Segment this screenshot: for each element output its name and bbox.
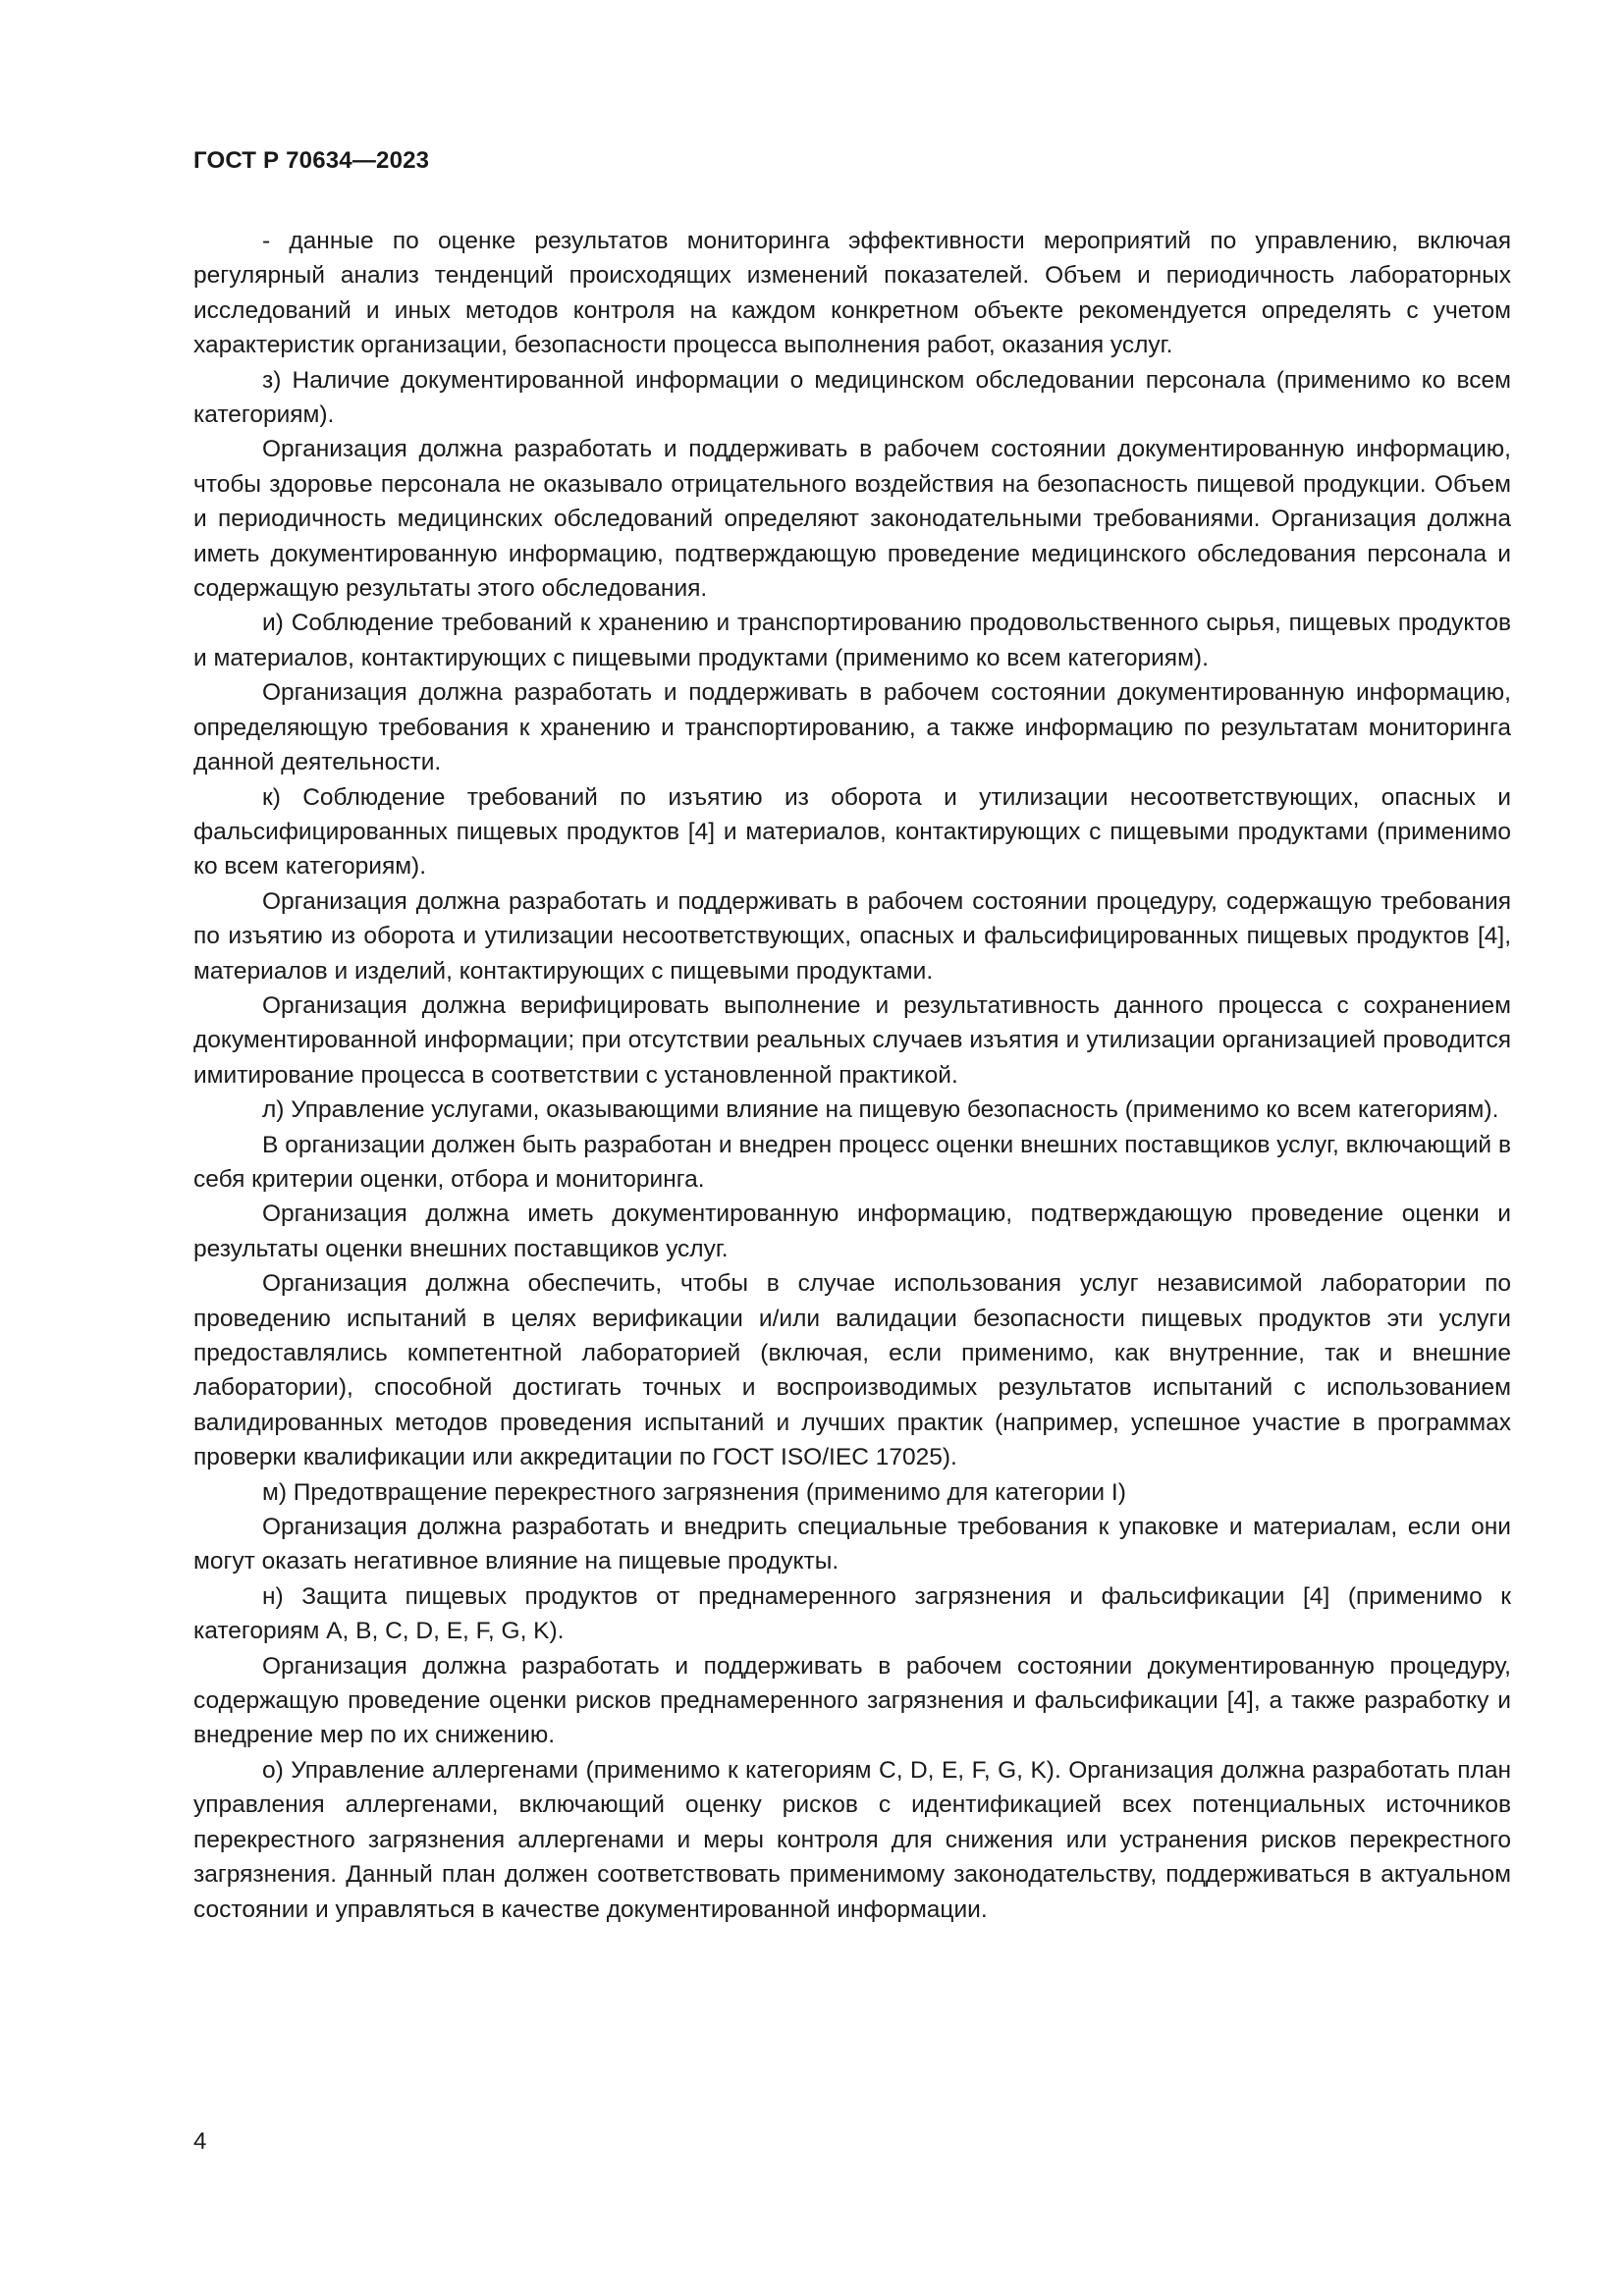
- paragraph-supplier-evaluation: В организации должен быть разработан и внедрен процесс оценки внешних поставщиков услуг, включающий в себя критерии оценки, отбора и мониторинга.: [193, 1131, 1511, 1193]
- paragraph-verification: Организация должна верифицировать выполнение и результативность данного процесса с сохранением документированной информации; при отсутствии реальных случаев изъятия и утилизации организацией проводится имитирование процесса в соответствии с установленной практикой.: [193, 991, 1511, 1089]
- paragraph-item-i: и) Соблюдение требований к хранению и транспортированию продовольственного сырья, пищевых продуктов и материалов, контактирующих с пищевыми продуктами (применимо ко всем категориям).: [193, 610, 1511, 671]
- paragraph-item-m: м) Предотвращение перекрестного загрязнения (применимо для категории I): [262, 1478, 1126, 1506]
- document-body: [193, 224, 1511, 1927]
- document-header: ГОСТ Р 70634—2023: [193, 147, 430, 174]
- paragraph-item-o: о) Управление аллергенами (применимо к категориям C, D, E, F, G, K). Организация должна разработать план управления аллергенами, включающий оценку рисков с идентификацией всех потенциальных источников перекрестного загрязнения аллергенами и меры контроля для снижения или устранения рисков перекрестного загрязнения. Данный план должен соответствовать применимому законодательству, поддерживаться в актуальном состоянии и управляться в качестве документированной информации.: [193, 1756, 1511, 1923]
- paragraph-item-z: з) Наличие документированной информации о медицинском обследовании персонала (применимо ко всем категориям).: [193, 366, 1511, 429]
- paragraph-food-defense: Организация должна разработать и поддерживать в рабочем состоянии документированную процедуру, содержащую проведение оценки рисков преднамеренного загрязнения и фальсификации [4], а также разработку и внедрение мер по их снижению.: [193, 1652, 1511, 1749]
- paragraph-monitoring-data: - данные по оценке результатов мониторинга эффективности мероприятий по управлению, включая регулярный анализ тенденций происходящих изменений показателей. Объем и периодичность лабораторных исследований и иных методов контроля на каждом конкретном объекте рекомендуется определять с учетом характеристик организации, безопасности процесса выполнения работ, оказания услуг.: [193, 228, 1511, 359]
- page-number: 4: [193, 2128, 207, 2155]
- paragraph-item-n: н) Защита пищевых продуктов от преднамеренного загрязнения и фальсификации [4] (применимо к категориям A, B, C, D, E, F, G, K).: [193, 1582, 1511, 1645]
- paragraph-storage-info: Организация должна разработать и поддерживать в рабочем состоянии документированную информацию, определяющую требования к хранению и транспортированию, а также информацию по результатам мониторинга данной деятельности.: [193, 679, 1511, 776]
- paragraph-medical-info: Организация должна разработать и поддерживать в рабочем состоянии документированную информацию, чтобы здоровье персонала не оказывало отрицательного воздействия на безопасность пищевой продукции. Объем и периодичность медицинских обследований определяют законодательными требованиями. Организация должна иметь документированную информацию, подтверждающую проведение медицинского обследования персонала и содержащую результаты этого обследования.: [193, 436, 1511, 603]
- paragraph-supplier-records: Организация должна иметь документированную информацию, подтверждающую проведение оценки и результаты оценки внешних поставщиков услуг.: [193, 1201, 1511, 1262]
- paragraph-withdrawal-procedure: Организация должна разработать и поддерживать в рабочем состоянии процедуру, содержащую требования по изъятию из оборота и утилизации несоответствующих, опасных и фальсифицированных пищевых продуктов [4], материалов и изделий, контактирующих с пищевыми продуктами.: [193, 887, 1511, 985]
- paragraph-laboratory: Организация должна обеспечить, чтобы в случае использования услуг независимой лаборатории по проведению испытаний в целях верификации и/или валидации безопасности пищевых продуктов эти услуги предоставлялись компетентной лабораторией (включая, если применимо, как внутренние, так и внешние лаборатории), способной достигать точных и воспроизводимых результатов испытаний с использованием валидированных методов проведения испытаний и лучших практик (например, успешное участие в программах проверки квалификации или аккредитации по ГОСТ ISO/IEC 17025).: [193, 1270, 1511, 1471]
- paragraph-item-k: к) Соблюдение требований по изъятию из оборота и утилизации несоответствующих, опасных и фальсифицированных пищевых продуктов [4] и материалов, контактирующих с пищевыми продуктами (применимо ко всем категориям).: [193, 783, 1511, 881]
- paragraph-item-l: л) Управление услугами, оказывающими влияние на пищевую безопасность (применимо ко всем категориям).: [262, 1096, 1499, 1124]
- paragraph-packaging: Организация должна разработать и внедрить специальные требования к упаковке и материалам, если они могут оказать негативное влияние на пищевые продукты.: [193, 1514, 1511, 1575]
